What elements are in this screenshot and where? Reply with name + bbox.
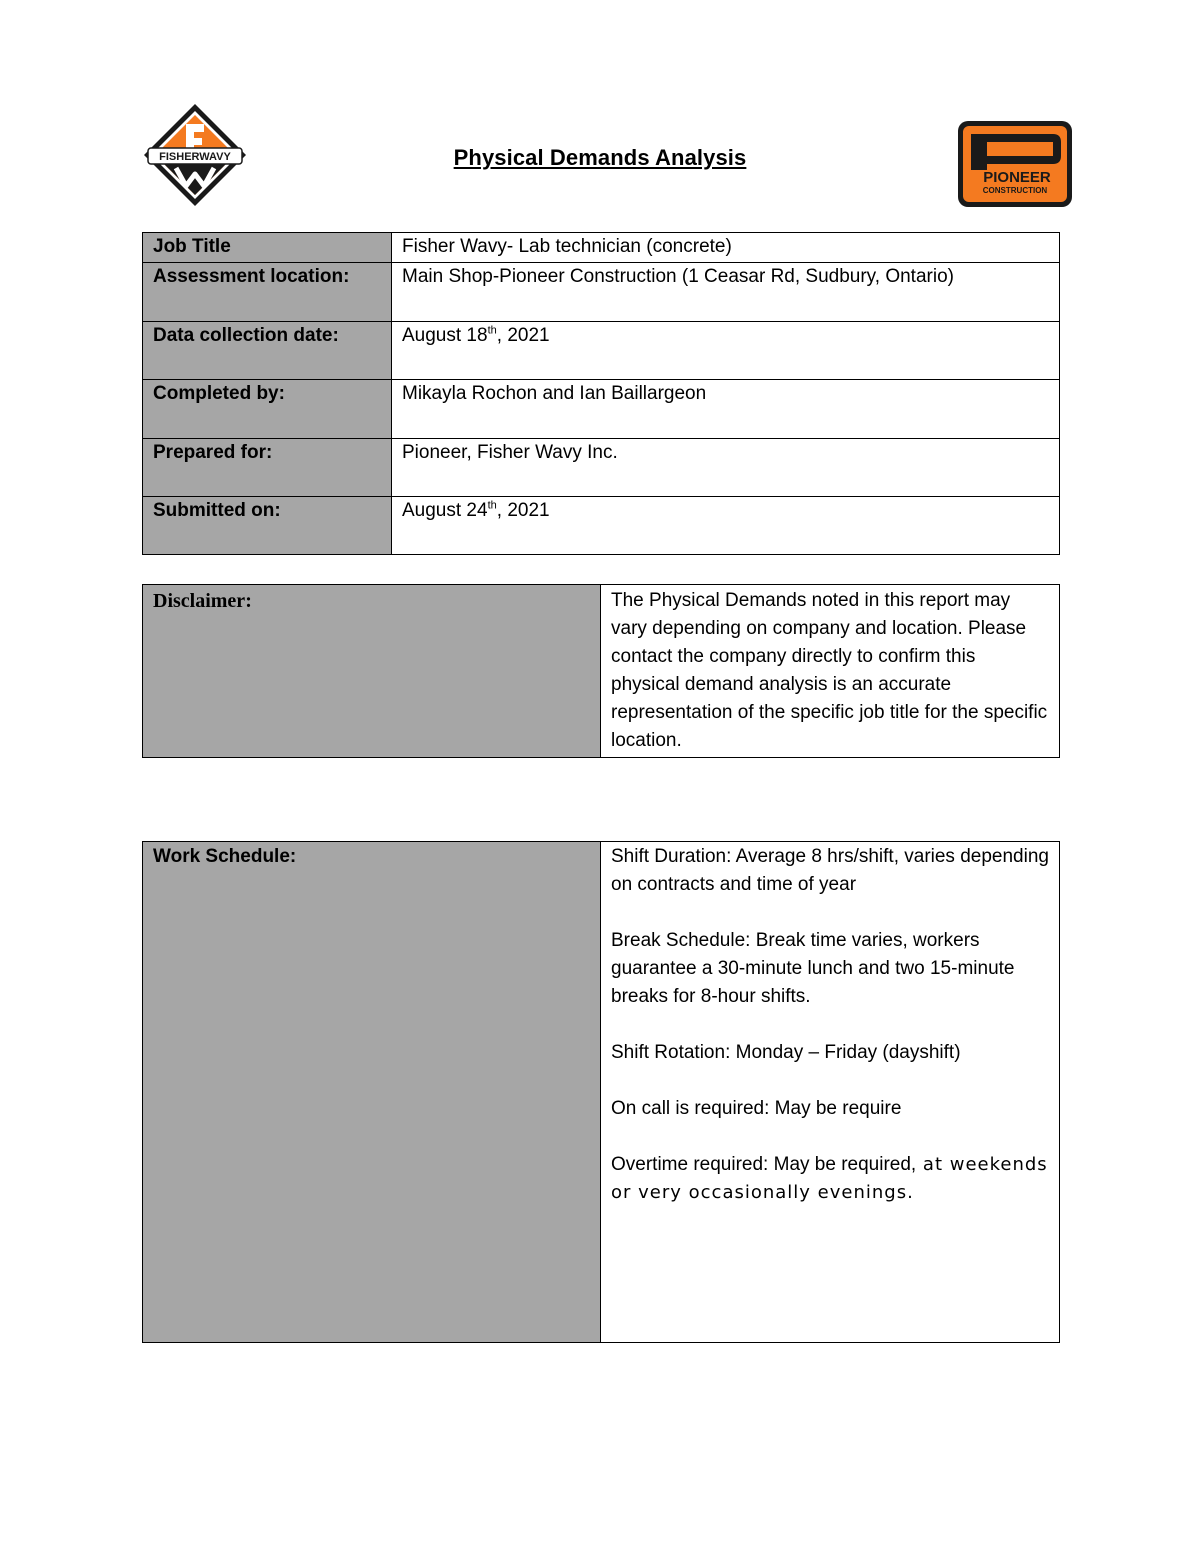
logo-right-subtext: CONSTRUCTION [982,186,1048,195]
on-call: On call is required: May be require [611,1098,902,1119]
date-ordinal: th [487,324,497,337]
table-row [143,439,1060,497]
overtime-text: Overtime required: May be required, [611,1154,917,1175]
table-row [143,233,1060,263]
disclaimer-table [142,584,1060,758]
table-row [143,497,1060,555]
date-year: , 2021 [496,500,550,521]
assessment-location-value: Main Shop-Pioneer Construction (1 Ceasar Rd, Sudbury, Ontario) [392,263,1060,322]
page-title: Physical Demands Analysis [453,145,747,170]
logo-left-text: FISHERWAVY [159,151,231,163]
prepared-for-value: Pioneer, Fisher Wavy Inc. [392,439,1060,497]
submitted-on-label: Submitted on: [143,497,392,555]
table-row [143,380,1060,439]
completed-by-label: Completed by: [143,380,392,439]
pioneer-construction-logo [957,120,1073,208]
shift-rotation: Shift Rotation: Monday – Friday (dayshift) [611,1042,961,1063]
job-title-value: Fisher Wavy- Lab technician (concrete) [392,233,1060,263]
table-row [143,263,1060,322]
disclaimer-label: Disclaimer: [143,585,601,758]
prepared-for-label: Prepared for: [143,439,392,497]
overtime [611,1151,1049,1207]
data-collection-date-value [392,322,1060,380]
shift-duration: Shift Duration: Average 8 hrs/shift, varies depending on contracts and time of year [611,846,1049,895]
date-year: , 2021 [496,325,550,346]
job-title-label: Job Title [143,233,392,263]
disclaimer-text: The Physical Demands noted in this report may vary depending on company and location. Please contact the company directly to confirm this physical demand analysis is an accurate representation of the specific job title for the specific location. [601,585,1060,758]
work-schedule-table [142,841,1060,1343]
table-row [143,322,1060,380]
work-schedule-label: Work Schedule: [143,842,601,1343]
job-info-table [142,232,1060,555]
date-ordinal: th [487,499,497,512]
table-row [143,842,1060,1343]
date-text: August 18 [402,325,488,346]
completed-by-value: Mikayla Rochon and Ian Baillargeon [392,380,1060,439]
logo-right-text: PIONEER [983,169,1051,186]
assessment-location-label: Assessment location: [143,263,392,322]
work-schedule-details [601,842,1060,1343]
submitted-on-value [392,497,1060,555]
table-row [143,585,1060,758]
overtime-extra-text: at weekends or very occasionally evenings. [611,1154,1048,1203]
date-text: August 24 [402,500,488,521]
data-collection-date-label: Data collection date: [143,322,392,380]
break-schedule: Break Schedule: Break time varies, workers guarantee a 30-minute lunch and two 15-minute breaks for 8-hour shifts. [611,930,1015,1007]
